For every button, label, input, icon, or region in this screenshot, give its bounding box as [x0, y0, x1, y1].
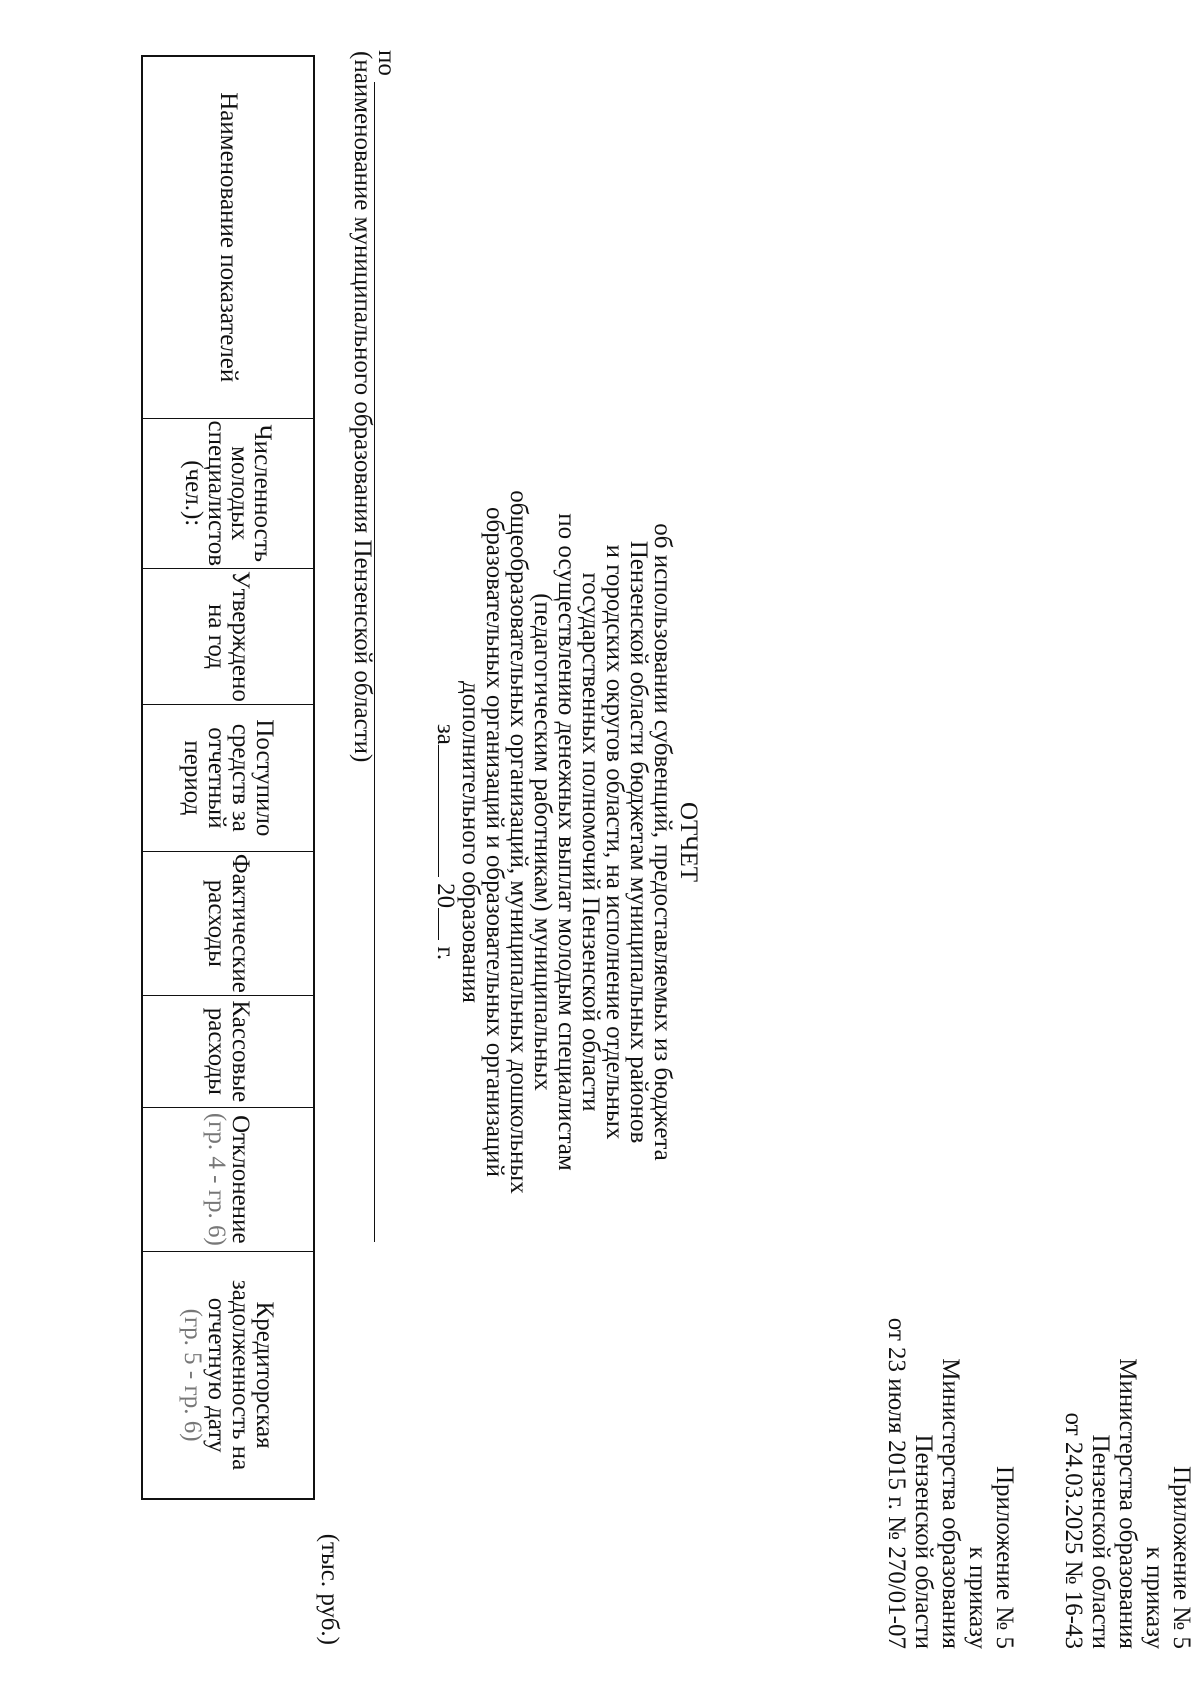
table-header-row [142, 56, 314, 1499]
header-indicator-name: Наименование показателей [142, 56, 314, 418]
period-year-prefix: 20 [432, 883, 459, 909]
stamp-line: от 23 июля 2015 г. № 270/01-07 [883, 1317, 910, 1649]
stamp-line: Приложение № 5 [1168, 1465, 1195, 1649]
report-heading [433, 442, 700, 1242]
header-cash-expenses: Кассовые расходы [142, 995, 314, 1107]
report-subtitle-line: государственных полномочий Пензенской области [577, 572, 604, 1112]
report-subtitle-line: дополнительного образования [457, 680, 484, 1004]
header-accounts-payable: Кредиторская задолженность на отчетную дату (гр. 5 - гр. 6) [142, 1251, 314, 1499]
report-subtitle-line: образовательных организаций и образовательных организаций [481, 507, 508, 1177]
header-specialists-count: Численность молодых специалистов (чел.): [142, 418, 314, 568]
report-title: ОТЧЕТ [675, 801, 702, 883]
header-actual-expenses: Фактические расходы [142, 851, 314, 995]
stamp-line: от 24.03.2025 № 16-43 [1060, 1412, 1087, 1649]
units-label: (тыс. руб.) [316, 1533, 343, 1645]
municipality-caption: (наименование муниципального образования Пензенской области) [349, 51, 376, 763]
deviation-formula: (гр. 4 - гр. 6) [203, 1112, 230, 1246]
report-subtitle-line: общеобразовательных организаций, муниципальных дошкольных [505, 490, 532, 1194]
header-approved-annual: Утверждено на год [142, 568, 314, 704]
municipality-prefix: по [373, 50, 400, 76]
report-table [141, 55, 315, 1500]
stamp-line: к приказу [1141, 1546, 1168, 1649]
stamp-line: Министерства образования [1114, 1358, 1141, 1649]
report-subtitle-line: по осуществлению денежных выплат молодым специалистам [553, 513, 580, 1171]
stamp-line: к приказу [964, 1546, 991, 1649]
period-prefix: за [432, 723, 459, 745]
header-deviation: Отклонение (гр. 4 - гр. 6) [142, 1107, 314, 1251]
report-subtitle-line: об использовании субвенций, предоставляемых из бюджета [649, 523, 676, 1161]
period-month-blank[interactable] [438, 745, 458, 877]
accounts-payable-formula: (гр. 5 - гр. 6) [179, 1308, 206, 1442]
municipality-name-blank[interactable] [374, 82, 394, 1242]
stamp-line: Министерства образования [937, 1358, 964, 1649]
period-year-blank[interactable] [438, 908, 458, 940]
appendix-stamp-current [1060, 1179, 1195, 1649]
municipality-block [350, 50, 398, 1260]
stamp-line: Приложение № 5 [991, 1465, 1018, 1649]
report-subtitle-line: и городских округов области, на исполнение отдельных [601, 544, 628, 1140]
stamp-line: Пензенской области [910, 1434, 937, 1649]
appendix-stamp-previous [883, 1179, 1018, 1649]
report-subtitle-line: (педагогическим работникам) муниципальных [529, 593, 556, 1091]
header-funds-received: Поступило средств за отчетный период [142, 704, 314, 851]
stamp-line: Пензенской области [1087, 1434, 1114, 1649]
report-period [433, 442, 458, 1242]
report-subtitle-line: Пензенской области бюджетам муниципальных районов [625, 540, 652, 1144]
period-suffix: г. [432, 946, 459, 961]
